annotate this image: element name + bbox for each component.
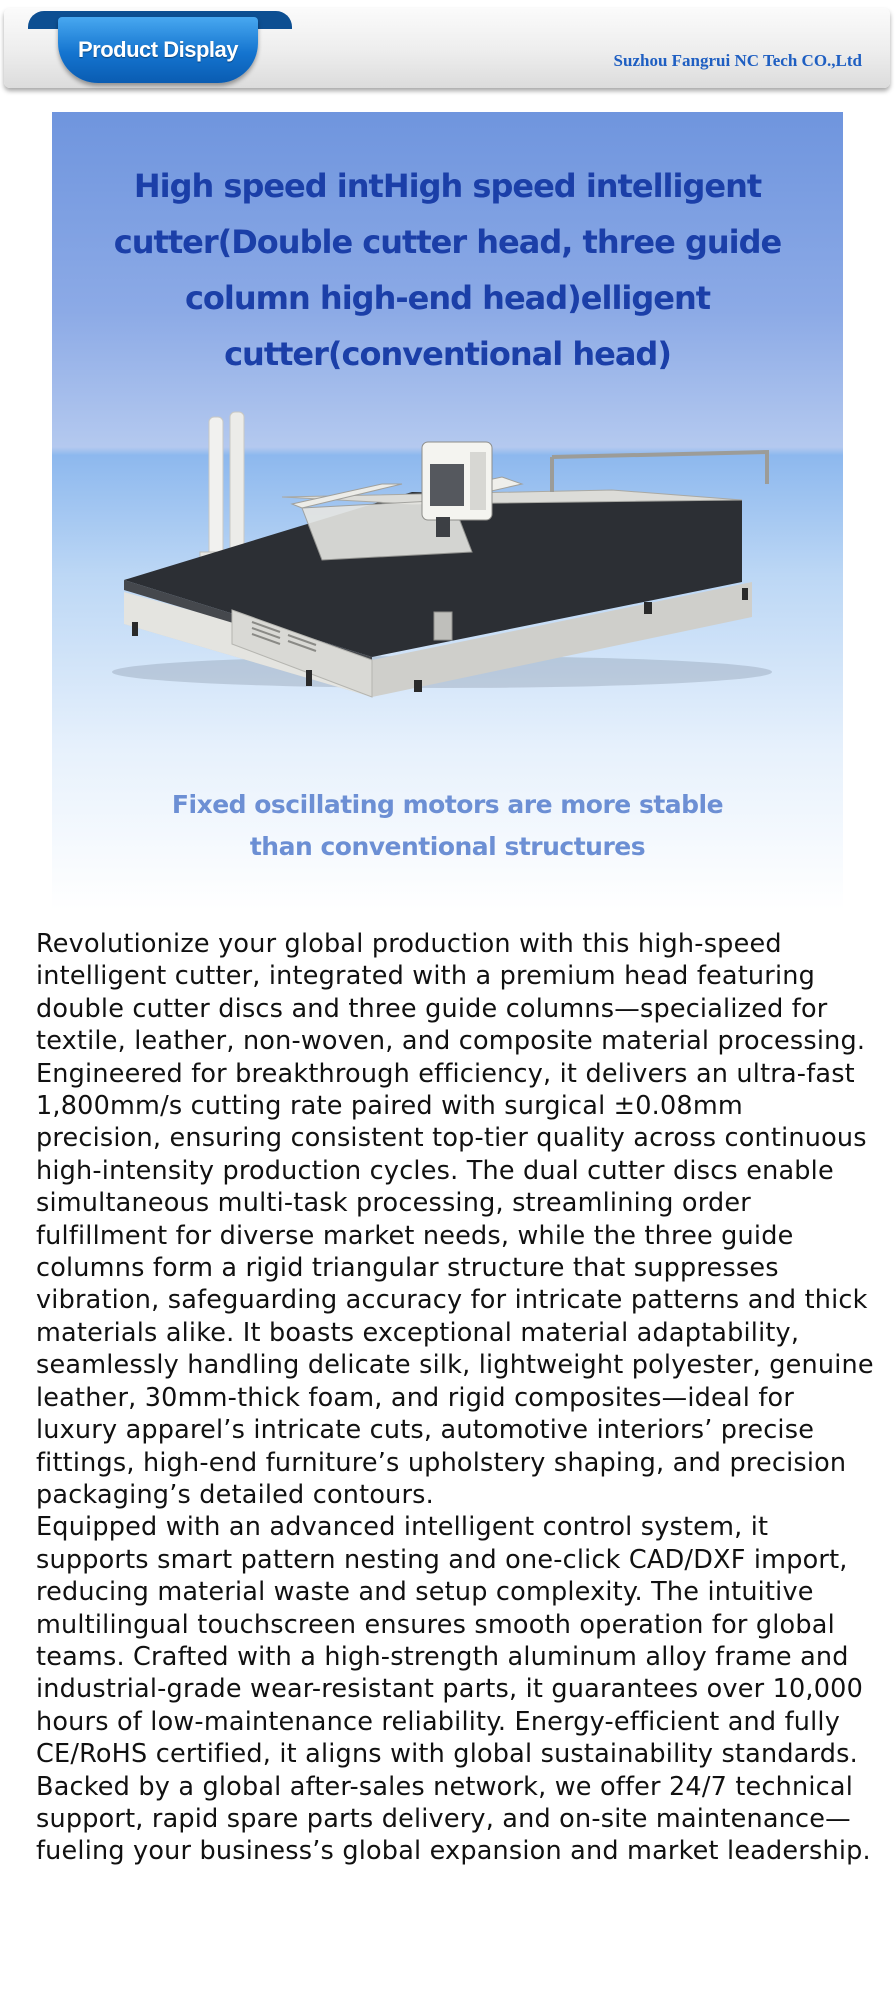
description-paragraph-1: Revolutionize your global production with this high-speed intelligent cutter, integrated with a premium head featuring double cutter discs and three guide columns—specialized for textile, leather, non-woven, and composite material processing. Engineered for breakthrough efficiency, it delivers an ultra-fast 1,800mm/s cutting rate paired with surgical ±0.08mm precision, ensuring consistent top-tier quality across continuous high-intensity production cycles. The dual cutter discs enable simultaneous multi-task processing, streamlining order fulfillment for diverse market needs, while the three guide columns form a rigid triangular structure that suppresses vibration, safeguarding accuracy for intricate patterns and thick materials alike. It boasts exceptional material adaptability, seamlessly handling delicate silk, lightweight polyester, genuine leather, 30mm-thick foam, and rigid composites—ideal for luxury apparel’s intricate cuts, automotive interiors’ precise fittings, high-end furniture’s upholstery shaping, and precision packaging’s detailed contours.	[36, 929, 874, 1510]
description-paragraph-2: Equipped with an advanced intelligent control system, it supports smart pattern nesting and one-click CAD/DXF import, reducing material waste and setup complexity. The intuitive multilingual touchscreen ensures smooth operation for global teams. Crafted with a high-strength aluminum alloy frame and industrial-grade wear-resistant parts, it guarantees over 10,000 hours of low-maintenance reliability. Energy-efficient and fully CE/RoHS certified, it aligns with global sustainability standards. Backed by a global after-sales network, we offer 24/7 technical support, rapid spare parts delivery, and on-site maintenance—fueling your business’s global expansion and market leadership.	[36, 1512, 871, 1867]
banner-caption: Fixed oscillating motors are more stable than conventional structures	[171, 790, 724, 861]
product-display-tab[interactable]: Product Display	[58, 17, 258, 83]
banner-title: High speed intHigh speed intelligent cutter(Double cutter head, three guide column high-end head)elligent cutter(conventional head)	[113, 167, 782, 373]
company-name: Suzhou Fangrui NC Tech CO.,Ltd	[613, 51, 862, 70]
product-description	[36, 928, 876, 1868]
product-banner	[52, 112, 843, 910]
section-header	[4, 8, 890, 88]
